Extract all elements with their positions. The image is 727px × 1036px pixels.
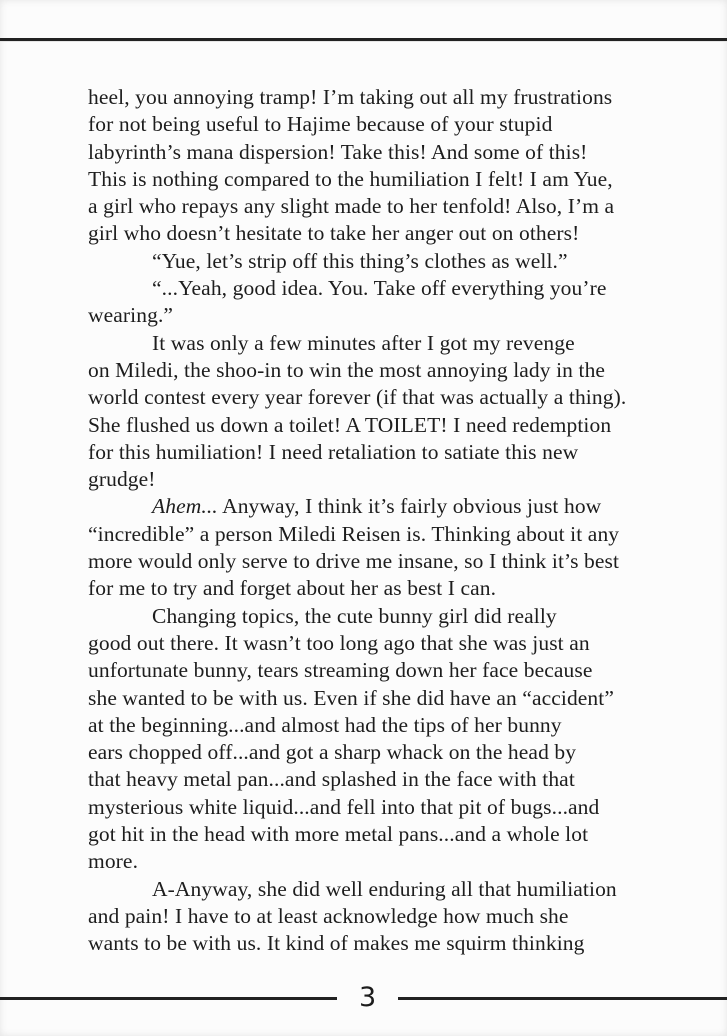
text-line: and pain! I have to at least acknowledge how much she <box>88 903 569 928</box>
text-line: grudge! <box>88 467 156 492</box>
text-line: more would only serve to drive me insane, so I think it’s best <box>88 549 620 574</box>
text-line: girl who doesn’t hesitate to take her anger out on others! <box>88 221 580 246</box>
text-line: on Miledi, the shoo-in to win the most annoying lady in the <box>88 357 606 382</box>
page-number: 3 <box>359 981 377 1013</box>
text-line: A-Anyway, she did well enduring all that humiliation <box>152 876 617 901</box>
text-line: got hit in the head with more metal pans...and a whole lot <box>88 822 589 847</box>
text-line: This is nothing compared to the humiliation I felt! I am Yue, <box>88 166 613 191</box>
text-line: Ahem... Anyway, I think it’s fairly obvious just how <box>152 494 602 519</box>
page-footer <box>0 980 727 1016</box>
text-line: unfortunate bunny, tears streaming down her face because <box>88 658 593 683</box>
text-line: a girl who repays any slight made to her tenfold! Also, I’m a <box>88 194 615 219</box>
text-line: “...Yeah, good idea. You. Take off everything you’re <box>152 276 607 301</box>
text-line: labyrinth’s mana dispersion! Take this! And some of this! <box>88 139 588 164</box>
text-line: for me to try and forget about her as best I can. <box>88 576 497 601</box>
text-line: more. <box>88 849 139 874</box>
text-line: ears chopped off...and got a sharp whack on the head by <box>88 740 577 765</box>
text-line: good out there. It wasn’t too long ago that she was just an <box>88 630 590 655</box>
text-line: wants to be with us. It kind of makes me squirm thinking <box>88 931 585 956</box>
text-line: heel, you annoying tramp! I’m taking out all my frustrations <box>88 85 613 109</box>
text-line: at the beginning...and almost had the tips of her bunny <box>88 712 562 737</box>
text-line: She flushed us down a toilet! A TOILET! I need redemption <box>88 412 612 437</box>
text-line: world contest every year forever (if that was actually a thing). <box>88 385 627 410</box>
text-line: wearing.” <box>88 303 174 328</box>
text-line: Changing topics, the cute bunny girl did really <box>152 603 557 628</box>
top-rule <box>0 38 727 42</box>
text-line: “Yue, let’s strip off this thing’s clothes as well.” <box>152 248 568 273</box>
text-line: mysterious white liquid...and fell into that pit of bugs...and <box>88 794 600 819</box>
footer-rule-left <box>0 997 337 1000</box>
text-line: “incredible” a person Miledi Reisen is. Thinking about it any <box>88 521 620 546</box>
text-line: for not being useful to Hajime because of your stupid <box>88 112 553 137</box>
page-text <box>88 84 678 958</box>
text-line: It was only a few minutes after I got my revenge <box>152 330 575 355</box>
text-line: for this humiliation! I need retaliation to satiate this new <box>88 439 579 464</box>
text-line: that heavy metal pan...and splashed in the face with that <box>88 767 575 792</box>
footer-rule-right <box>398 997 727 1000</box>
text-line: she wanted to be with us. Even if she did have an “accident” <box>88 685 614 710</box>
